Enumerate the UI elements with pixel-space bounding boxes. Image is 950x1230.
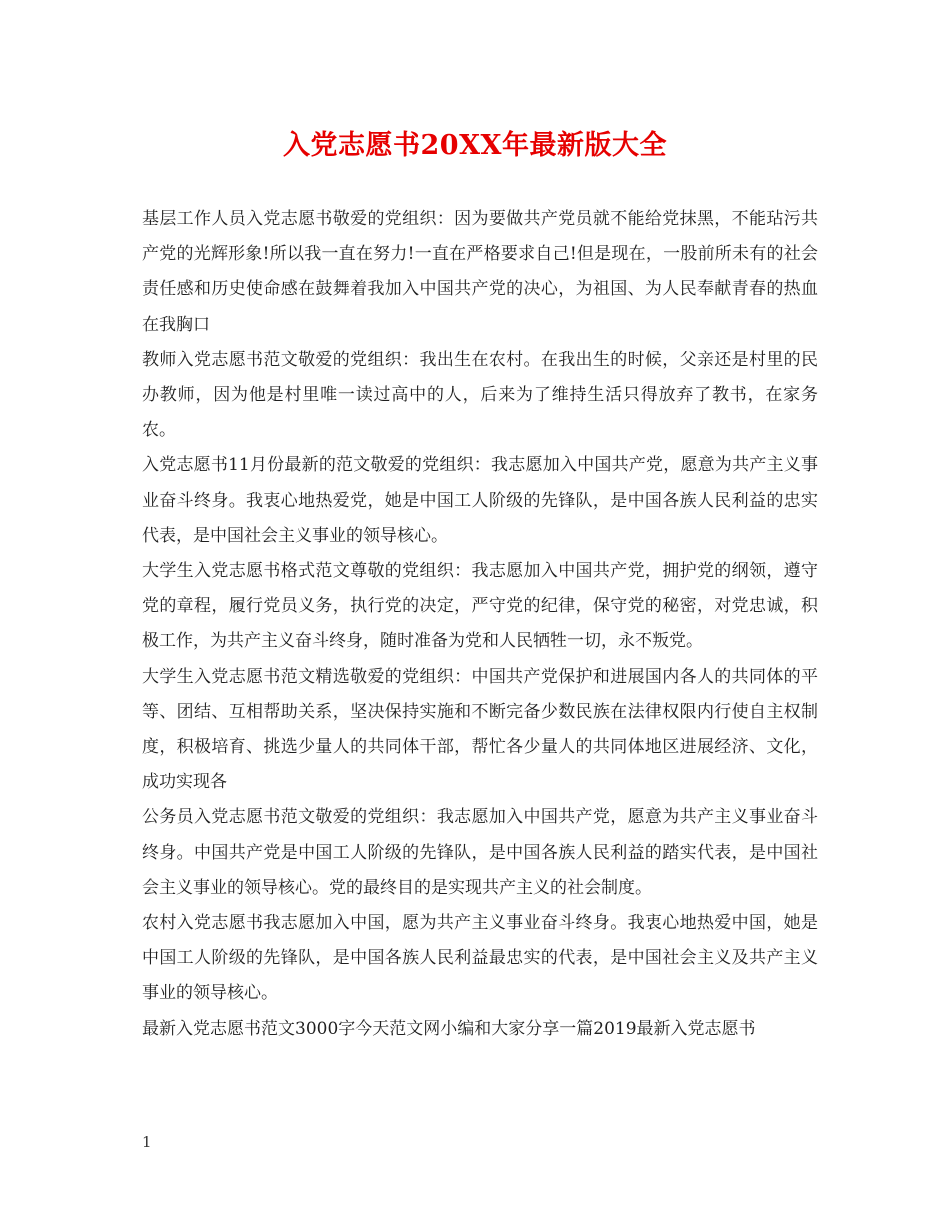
page-number: 1 xyxy=(142,1133,152,1151)
paragraph-latest-3000: 最新入党志愿书范文3000字今天范文网小编和大家分享一篇2019最新入党志愿书 xyxy=(142,1018,756,1039)
paragraph-november-template: 入党志愿书11月份最新的范文敬爱的党组织：我志愿加入中国共产党，愿意为共产主义事业奋斗终身。我衷心地热爱党，她是中国工人阶级的先锋队，是中国各族人民利益的忠实代表，是中国社会主义事业的领导核心。 xyxy=(142,455,818,546)
document-body xyxy=(142,202,818,1047)
paragraph-college-format: 大学生入党志愿书格式范文尊敬的党组织：我志愿加入中国共产党，拥护党的纲领，遵守党的章程，履行党员义务，执行党的决定，严守党的纪律，保守党的秘密，对党忠诚，积极工作，为共产主义奋斗终身，随时准备为党和人民牺牲一切，永不叛党。 xyxy=(142,561,818,652)
paragraph-teacher: 教师入党志愿书范文敬爱的党组织：我出生在农村。在我出生的时候，父亲还是村里的民办教师，因为他是村里唯一读过高中的人，后来为了维持生活只得放弃了教书，在家务农。 xyxy=(142,349,818,441)
paragraph-grassroots-worker: 基层工作人员入党志愿书敬爱的党组织：因为要做共产党员就不能给党抹黑，不能玷污共产党的光辉形象!所以我一直在努力!一直在严格要求自己!但是现在，一股前所未有的社会责任感和历史使命感在鼓舞着我加入中国共产党的决心，为祖国、为人民奉献青春的热血在我胸口 xyxy=(142,209,818,335)
paragraph-civil-servant: 公务员入党志愿书范文敬爱的党组织：我志愿加入中国共产党，愿意为共产主义事业奋斗终身。中国共产党是中国工人阶级的先锋队，是中国各族人民利益的踏实代表，是中国社会主义事业的领导核心。党的最终目的是实现共产主义的社会制度。 xyxy=(142,807,818,898)
document-title: 入党志愿书20XX年最新版大全 xyxy=(283,130,667,161)
paragraph-college-selected: 大学生入党志愿书范文精选敬爱的党组织：中国共产党保护和进展国内各人的共同体的平等、团结、互相帮助关系，坚决保持实施和不断完备少数民族在法律权限内行使自主权制度，积极培育、挑选少量人的共同体干部，帮忙各少量人的共同体地区进展经济、文化，成功实现各 xyxy=(142,666,818,793)
paragraph-rural: 农村入党志愿书我志愿加入中国，愿为共产主义事业奋斗终身。我衷心地热爱中国，她是中国工人阶级的先锋队，是中国各族人民利益最忠实的代表，是中国社会主义及共产主义事业的领导核心。 xyxy=(142,913,818,1004)
